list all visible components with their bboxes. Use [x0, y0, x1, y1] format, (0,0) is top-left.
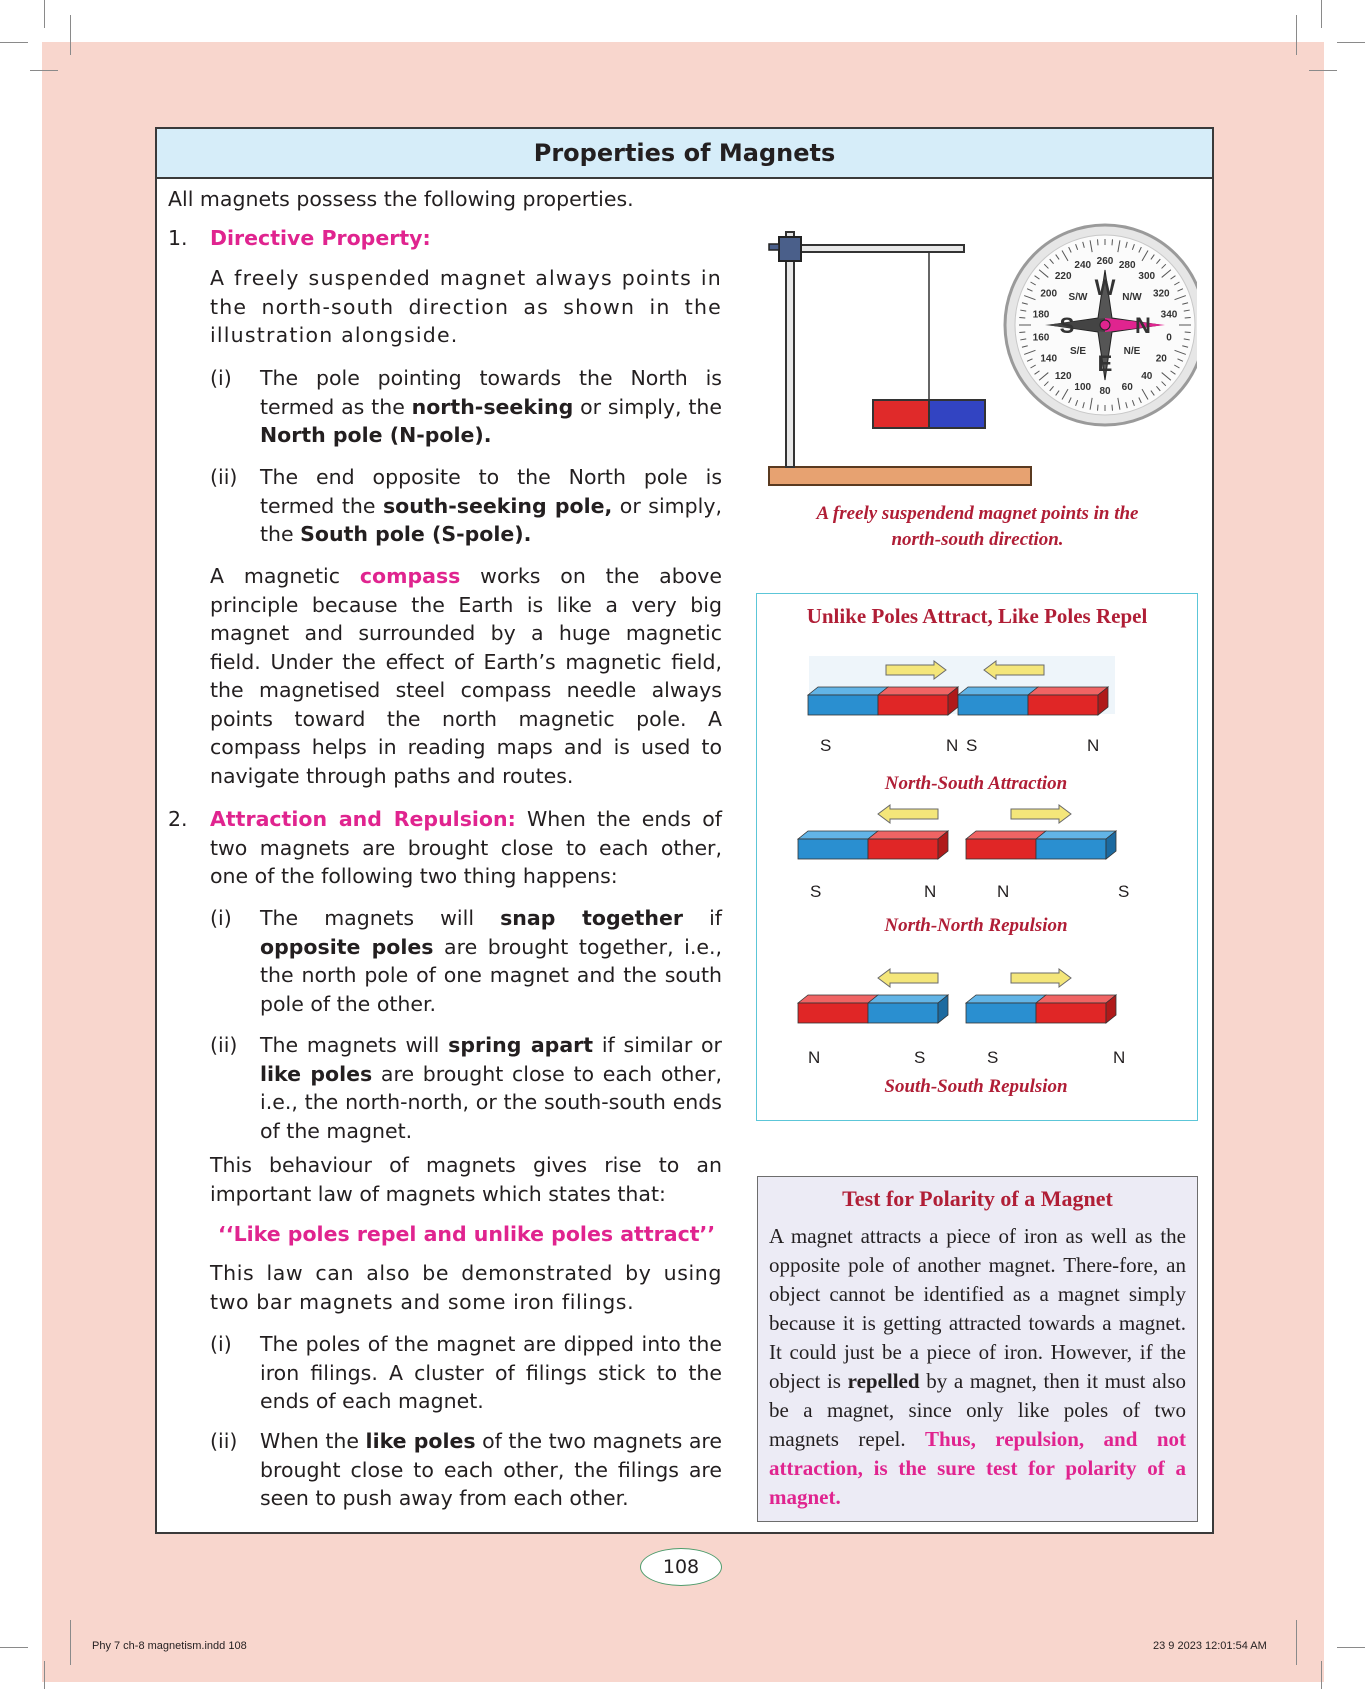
nn-magnet-left [798, 831, 948, 859]
polarity-panel [757, 1176, 1198, 1522]
section2-intro [210, 805, 722, 891]
crop-mark [1309, 70, 1337, 71]
text: are brought together, i.e., the north pole of one magnet and the south pole of the other. [260, 934, 722, 1016]
text: When the [260, 1429, 366, 1453]
crop-mark [1296, 15, 1297, 55]
pole-label: S [820, 736, 832, 755]
magnet-front-face [958, 695, 1028, 715]
pole-label: N [808, 1048, 821, 1067]
ss-magnet-left [798, 995, 948, 1023]
compass-tick [1185, 318, 1191, 319]
magnet-top-face [966, 995, 1046, 1003]
compass-tick [1019, 332, 1025, 333]
magnet-top-face [1028, 687, 1108, 695]
text: are brought close to each other, i.e., the north-north, or the south-south ends of the magnet. [260, 1061, 722, 1143]
pole-label: N [997, 882, 1010, 901]
crop-mark [44, 1661, 45, 1689]
term: North pole (N-pole). [260, 423, 492, 447]
s2-iii-label: (i) [210, 1332, 232, 1356]
compass-degree: 260 [1096, 256, 1114, 267]
term: snap together [500, 906, 683, 930]
compass-degree: 160 [1032, 332, 1050, 344]
crop-mark [44, 0, 45, 28]
compass-tick [1112, 405, 1113, 411]
magnet-front-face [1036, 1003, 1106, 1023]
magnet-front-face [868, 839, 938, 859]
compass-cardinal: E [1097, 351, 1113, 376]
section2-number: 2. [168, 807, 188, 831]
text: of the two magnets are brought close to each other, the filings are seen to push away from each other. [260, 1429, 722, 1510]
magnet-top-face [868, 831, 948, 839]
crop-mark [1321, 1661, 1322, 1689]
section1-heading: Directive Property: [210, 226, 431, 250]
text: A magnetic [210, 564, 360, 588]
crop-mark [70, 1620, 71, 1665]
text: or simply, the [260, 493, 722, 546]
figure1-caption [760, 501, 1195, 553]
magnet-top-face [798, 995, 878, 1003]
stand-base [769, 467, 1031, 485]
compass-pivot [1100, 320, 1110, 330]
poles-panel-title: Unlike Poles Attract, Like Poles Repel [806, 604, 1148, 628]
nn-arrow-left [878, 805, 938, 823]
magnet-top-face [966, 831, 1046, 839]
attract-magnet-left [808, 687, 958, 715]
pole-label: N [1087, 736, 1100, 755]
compass-degree: 280 [1118, 259, 1136, 271]
term: South pole (S-pole). [300, 522, 532, 546]
crop-mark [1296, 1620, 1297, 1665]
pole-label: N [924, 882, 937, 901]
magnet-top-face [798, 831, 878, 839]
magnet-front-face [1028, 695, 1098, 715]
compass-tick [1112, 239, 1113, 245]
law-statement: ‘‘Like poles repel and unlike poles attract’’ [218, 1222, 716, 1246]
compass-intercardinal: N/W [1122, 292, 1142, 303]
pole-label: S [966, 736, 978, 755]
crop-mark [0, 42, 28, 43]
compass-cardinal: W [1094, 275, 1116, 300]
nn-caption: North-North Repulsion [884, 915, 1068, 936]
stand-arm [794, 245, 964, 252]
term: like poles [260, 1061, 373, 1086]
crop-mark [1337, 1647, 1365, 1648]
page-number: 108 [640, 1548, 722, 1586]
section2-heading: Attraction and Repulsion: [210, 807, 516, 831]
slug-right: 23 9 2023 12:01:54 AM [1153, 1640, 1267, 1652]
magnet-front-face [808, 695, 878, 715]
magnet-top-face [868, 995, 948, 1003]
magnet-front-face [966, 1003, 1036, 1023]
compass-tick [1098, 239, 1099, 245]
text: The magnets will [260, 1033, 449, 1057]
pole-label: S [914, 1048, 926, 1067]
crop-mark [1321, 0, 1322, 28]
term: opposite poles [260, 934, 434, 959]
compass-degree: 80 [1099, 386, 1111, 397]
ss-arrow-right [1011, 969, 1071, 987]
s2-iv-text [260, 1427, 722, 1513]
term: like poles [365, 1429, 476, 1453]
compass-intercardinal: S/W [1068, 292, 1088, 303]
compass-degree: 0 [1166, 332, 1172, 344]
magnet-top-face [1036, 995, 1116, 1003]
polarity-title: Test for Polarity of a Magnet [842, 1186, 1113, 1211]
directive-text: A freely suspended magnet always points in the north-south direction as shown in the illustration alongside. [210, 266, 722, 347]
ss-magnet-right [966, 995, 1116, 1023]
compass-degree: 240 [1074, 259, 1092, 271]
compass-cardinal: N [1135, 313, 1151, 338]
polarity-text [769, 1222, 1186, 1512]
text: if [683, 906, 722, 930]
law-intro: This behaviour of magnets gives rise to an important law of magnets which states that: [210, 1153, 722, 1206]
magnet-front-face [868, 1003, 938, 1023]
demo-text: This law can also be demonstrated by using two bar magnets and some iron filings. [210, 1261, 722, 1314]
pole-label: S [1118, 882, 1130, 901]
compass-tick [1019, 318, 1025, 319]
magnet-front-face [966, 839, 1036, 859]
intro-text: All magnets possess the following properties. [168, 187, 634, 211]
s1-i-text [260, 364, 722, 450]
s2-i-text [260, 904, 722, 1018]
poles-diagram [756, 593, 1196, 1119]
magnet-front-face [1036, 839, 1106, 859]
text: When the ends of two magnets are brought close to each other, one of the following two thing happens: [210, 807, 722, 888]
s2-iii-text: The poles of the magnet are dipped into the iron filings. A cluster of filings stick to the ends of each magnet. [260, 1332, 722, 1413]
ss-arrow-left [878, 969, 938, 987]
caption-line: A freely suspendend magnet points in the [816, 503, 1139, 524]
s1-i-label: (i) [210, 366, 232, 390]
compass [1005, 225, 1197, 425]
s2-iv-label: (ii) [210, 1429, 238, 1453]
slug-left: Phy 7 ch-8 magnetism.indd 108 [92, 1640, 247, 1652]
compass-tick [1185, 332, 1191, 333]
s1-ii-text [260, 463, 722, 549]
text: The end opposite to the North pole is termed the [260, 465, 722, 518]
pole-label: N [946, 736, 959, 755]
text: works on the above principle because the Earth is like a very big magnet and surrounded by a huge magnetic field. Under the effect of Earth’s magnetic field, the magnetised steel compass needle always points toward the north magnetic pole. A compass helps in reading maps and is used to navigate through paths and routes. [210, 564, 722, 788]
magnet-top-face [958, 687, 1038, 695]
term: north-seeking [411, 394, 574, 419]
clamp [779, 237, 801, 261]
compass-intercardinal: N/E [1123, 346, 1141, 357]
crop-mark [30, 70, 58, 71]
compass-degree: 100 [1074, 382, 1092, 394]
magnet-top-face [808, 687, 888, 695]
attraction-caption: North-South Attraction [884, 773, 1068, 794]
text: by a magnet, then it must also be a magnet, since only like poles of two magnets repel. [769, 1369, 1186, 1451]
s2-ii-label: (ii) [210, 1033, 238, 1057]
magnet-south-half [929, 400, 985, 428]
text: if similar or [593, 1033, 722, 1057]
magnet-front-face [798, 839, 868, 859]
text: The pole pointing towards the North is termed as the [260, 366, 722, 419]
compass-degree: 300 [1138, 271, 1156, 283]
nn-magnet-right [966, 831, 1116, 859]
term: south-seeking pole, [382, 493, 613, 518]
conclusion: Thus, repulsion, and not attraction, is the sure test for polarity of a magnet. [769, 1427, 1187, 1509]
page-title: Properties of Magnets [157, 129, 1212, 179]
section1-para [210, 264, 722, 350]
text: A magnet attracts a piece of iron as well as the opposite pole of another magnet. There-fore, an object cannot be identified as a magnet simply because it is getting attracted towards a magnet. It could just be a piece of iron. However, if the object is [769, 1224, 1186, 1393]
s2-i-label: (i) [210, 906, 232, 930]
attract-magnet-right [958, 687, 1108, 715]
compass-degree: 220 [1054, 271, 1072, 283]
compass-degree: 200 [1040, 288, 1058, 300]
left-column [168, 185, 723, 214]
compass-para [210, 562, 722, 790]
keyword: compass [359, 564, 461, 588]
suspended-magnet-illustration [757, 220, 1197, 495]
nn-arrow-right [1011, 805, 1071, 823]
magnet-front-face [798, 1003, 868, 1023]
clamp-screw [769, 244, 779, 250]
s2-ii-text [260, 1031, 722, 1145]
compass-degree: 40 [1141, 370, 1153, 382]
stand-pole [786, 232, 794, 467]
pole-label: S [810, 882, 822, 901]
compass-degree: 320 [1152, 288, 1170, 300]
compass-degree: 20 [1155, 353, 1167, 365]
compass-degree: 140 [1040, 353, 1058, 365]
pole-label: N [1113, 1048, 1126, 1067]
magnet-north-half [873, 400, 929, 428]
pole-label: S [987, 1048, 999, 1067]
s1-ii-label: (ii) [210, 465, 238, 489]
compass-degree: 180 [1032, 309, 1050, 321]
term: spring apart [448, 1033, 594, 1057]
compass-degree: 120 [1054, 370, 1072, 382]
compass-degree: 340 [1160, 309, 1178, 321]
text: The magnets will [260, 906, 501, 930]
text: or simply, the [573, 394, 722, 419]
compass-cardinal: S [1059, 313, 1075, 338]
compass-intercardinal: S/E [1069, 346, 1087, 357]
magnet-front-face [878, 695, 948, 715]
compass-degree: 60 [1121, 382, 1133, 394]
crop-mark [1337, 42, 1365, 43]
caption-line: north-south direction. [891, 529, 1064, 550]
compass-tick [1098, 405, 1099, 411]
term: repelled [847, 1369, 920, 1393]
ss-caption: South-South Repulsion [884, 1076, 1068, 1097]
crop-mark [70, 15, 71, 55]
magnet-top-face [878, 687, 958, 695]
section1-number: 1. [168, 226, 188, 250]
magnet-top-face [1036, 831, 1116, 839]
crop-mark [0, 1647, 28, 1648]
